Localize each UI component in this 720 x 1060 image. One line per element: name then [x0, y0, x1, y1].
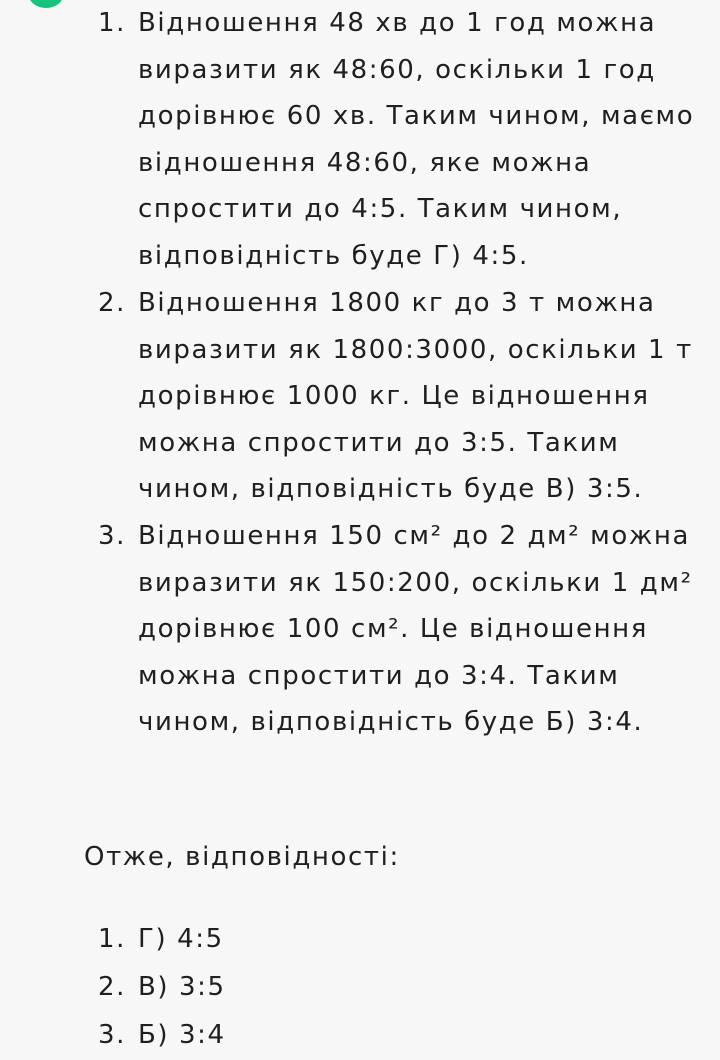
list-item-text: Відношення 1800 кг до 3 т можна виразити як 1800:3000, оскільки 1 т дорівнює 1000 кг. Це відношення можна спростити до 3:5. Таким чином, відповідність буде В) 3:5.: [138, 288, 693, 504]
assistant-avatar: [28, 0, 64, 8]
summary-item-text: Г) 4:5: [138, 924, 224, 954]
summary-item-number: 1.: [98, 924, 127, 954]
list-item-text: Відношення 150 см² до 2 дм² можна виразити як 150:200, оскільки 1 дм² дорівнює 100 см². Це відношення можна спростити до 3:4. Таким чином, відповідність буде Б) 3:4.: [138, 521, 693, 737]
list-item-number: 3.: [98, 521, 127, 551]
list-item-text: Відношення 48 хв до 1 год можна виразити як 48:60, оскільки 1 год дорівнює 60 хв. Таким чином, маємо відношення 48:60, яке можна спростити до 4:5. Таким чином, відповідність буде Г) 4:5.: [138, 8, 695, 271]
summary-item-text: Б) 3:4: [138, 1020, 226, 1050]
summary-item-number: 2.: [98, 972, 127, 1002]
summary-item: [0, 916, 720, 964]
summary-intro: Отже, відповідності:: [84, 842, 400, 872]
summary-item-number: 3.: [98, 1020, 127, 1050]
summary-item: [0, 964, 720, 1012]
summary-item-text: В) 3:5: [138, 972, 226, 1002]
list-item-number: 2.: [98, 288, 127, 318]
summary-item: [0, 1012, 720, 1060]
list-item-number: 1.: [98, 8, 127, 38]
